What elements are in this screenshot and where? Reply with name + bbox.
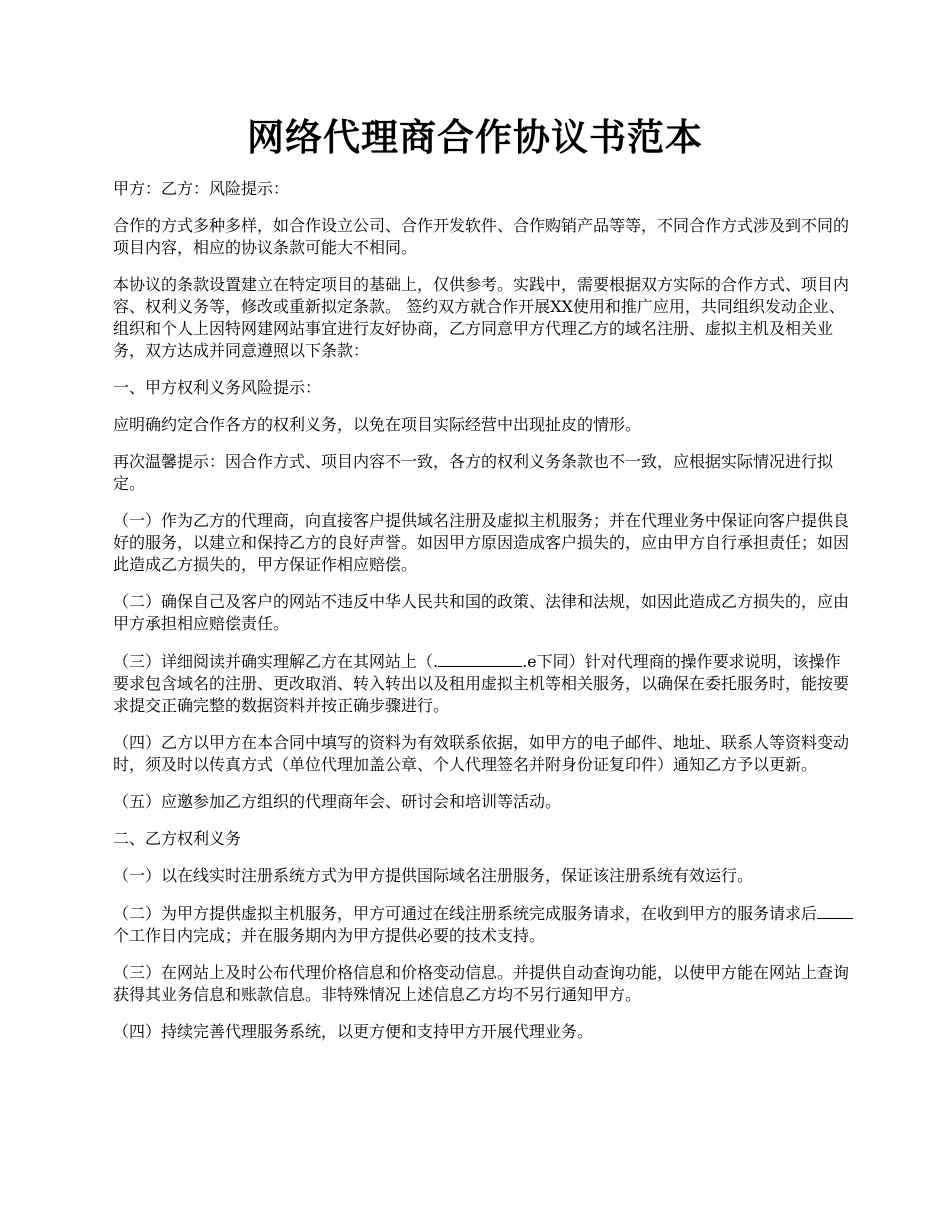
paragraph-warm-reminder: 再次温馨提示：因合作方式、项目内容不一致，各方的权利义务条款也不一致，应根据实际情况进行拟定。 — [113, 452, 834, 493]
clause-b-2 — [113, 902, 855, 947]
section-heading-party-a: 一、甲方权利义务风险提示： — [113, 378, 322, 397]
clause-a-1: （一）作为乙方的代理商，向直接客户提供域名注册及虚拟主机服务；并在代理业务中保证向客户提供良好的服务，以建立和保持乙方的良好声誉。如因甲方原因造成客户损失的，应由甲方自行承担责任；如因此造成乙方损失的，甲方保证作相应赔偿。 — [113, 511, 850, 574]
clause-a-3-text-after: .e下同）针对代理商的操作要求说明，该操作要求包含域名的注册、更改取消、转入转出以及租用虚拟主机等相关服务，以确保在委托服务时，能按要求提交正确完整的数据资料并按正确步骤进行。 — [113, 652, 850, 715]
clause-a-4: （四）乙方以甲方在本合同中填写的资料为有效联系依据，如甲方的电子邮件、地址、联系人等资料变动时，须及时以传真方式（单位代理加盖公章、个人代理签名并附身份证复印件）通知乙方予以更新。 — [113, 733, 850, 774]
paragraph-rights-reminder: 应明确约定合作各方的权利义务，以免在项目实际经营中出现扯皮的情形。 — [113, 415, 642, 434]
workdays-blank — [817, 902, 853, 919]
document-title: 网络代理商合作协议书范本 — [247, 115, 703, 159]
clause-b-4: （四）持续完善代理服务系统，以更方便和支持甲方开展代理业务。 — [113, 1022, 594, 1041]
clause-b-3: （三）在网站上及时公布代理价格信息和价格变动信息。并提供自动查询功能，以使甲方能在网站上查询获得其业务信息和账款信息。非特殊情况上述信息乙方均不另行通知甲方。 — [113, 963, 850, 1004]
parties-line: 甲方：乙方：风险提示： — [113, 179, 290, 198]
clause-a-3 — [113, 650, 855, 717]
clause-a-5: （五）应邀参加乙方组织的代理商年会、研讨会和培训等活动。 — [113, 792, 562, 811]
clause-b-2-text-before: （二）为甲方提供虚拟主机服务，甲方可通过在线注册系统完成服务请求，在收到甲方的服务请求后 — [113, 904, 818, 923]
section-heading-party-b: 二、乙方权利义务 — [113, 829, 242, 848]
clause-b-2-text-after: 个工作日内完成；并在服务期内为甲方提供必要的技术支持。 — [113, 926, 546, 945]
document-body — [113, 178, 855, 1058]
website-blank — [438, 650, 522, 667]
clause-a-3-text-before: （三）详细阅读并确实理解乙方在其网站上（. — [113, 652, 439, 671]
paragraph-cooperation-methods: 合作的方式多种多样，如合作设立公司、合作开发软件、合作购销产品等等，不同合作方式涉及到不同的项目内容，相应的协议条款可能大不相同。 — [113, 216, 850, 257]
clause-a-2: （二）确保自己及客户的网站不违反中华人民共和国的政策、法律和法规，如因此造成乙方损失的，应由甲方承担相应赔偿责任。 — [113, 592, 850, 633]
paragraph-agreement-basis: 本协议的条款设置建立在特定项目的基础上，仅供参考。实践中，需要根据双方实际的合作方式、项目内容、权利义务等，修改或重新拟定条款。 签约双方就合作开展XX使用和推广应用，共同组织发动企业、组织和个人上因特网建网站事宜进行友好协商，乙方同意甲方代理乙方的域名注册、虚拟主机及相关业务，双方达成并同意遵照以下条款： — [113, 275, 850, 360]
clause-b-1: （一）以在线实时注册系统方式为甲方提供国际域名注册服务，保证该注册系统有效运行。 — [113, 866, 754, 885]
